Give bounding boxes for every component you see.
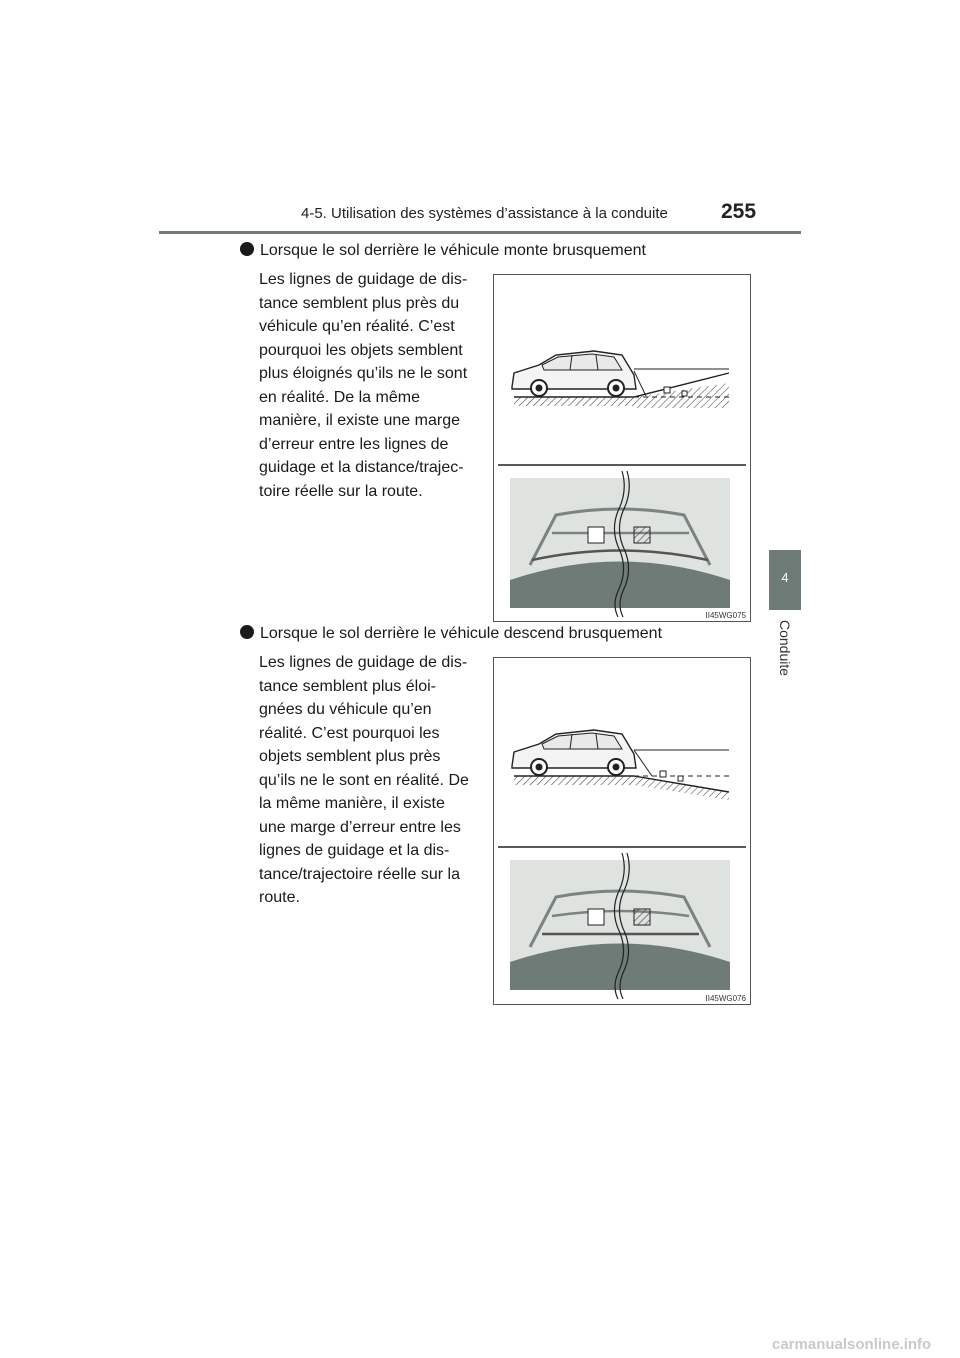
figure-code: II45WG075	[705, 611, 746, 620]
text-line: qu’ils ne le sont en réalité. De	[259, 771, 469, 789]
bullet-uphill-text: Lorsque le sol derrière le véhicule monte brusquement	[260, 242, 646, 259]
text-line: plus éloignés qu’ils ne le sont	[259, 365, 468, 382]
text-line: en réalité. De la même	[259, 388, 420, 406]
text-line: route.	[259, 889, 300, 906]
text-line: véhicule qu’en réalité. C’est	[259, 318, 455, 335]
object-marker	[678, 776, 683, 781]
object-marker	[660, 771, 666, 777]
bullet-icon	[240, 242, 254, 256]
figure-uphill	[493, 274, 751, 622]
text-line: gnées du véhicule qu’en	[259, 701, 432, 718]
figure-downhill-illustration	[494, 658, 750, 1004]
car-icon	[512, 730, 652, 776]
text-line: une marge d’erreur entre les	[259, 818, 461, 836]
bullet-uphill	[240, 242, 646, 260]
paragraph-downhill	[259, 651, 477, 910]
chapter-number: 4	[781, 570, 789, 585]
text-line: pourquoi les objets semblent	[259, 341, 463, 359]
bullet-downhill-text: Lorsque le sol derrière le véhicule descend brusquement	[260, 625, 663, 642]
object-marker	[682, 391, 687, 396]
paragraph-uphill	[259, 268, 477, 503]
figure-downhill	[493, 657, 751, 1005]
object-marker	[664, 387, 670, 393]
text-line: tance semblent plus éloi-	[259, 677, 436, 695]
text-line: tance semblent plus près du	[259, 294, 460, 312]
text-line: toire réelle sur la route.	[259, 482, 423, 500]
car-icon	[512, 351, 646, 396]
text-line: réalité. C’est pourquoi les	[259, 724, 440, 742]
page-number: 255	[721, 200, 757, 223]
text-line: Les lignes de guidage de dis-	[259, 271, 468, 288]
chapter-tab[interactable]	[769, 550, 801, 610]
header-divider	[159, 231, 801, 234]
text-line: la même manière, il existe	[259, 795, 445, 812]
section-header-title: 4-5. Utilisation des systèmes d’assistance à la conduite	[301, 205, 668, 222]
text-line: objets semblent plus près	[259, 748, 441, 765]
text-line: lignes de guidage et la dis-	[259, 842, 450, 859]
text-line: Les lignes de guidage de dis-	[259, 654, 468, 671]
chapter-label: Conduite	[777, 620, 793, 677]
text-line: guidage et la distance/trajec-	[259, 459, 464, 476]
figure-uphill-illustration	[494, 275, 750, 621]
bullet-downhill	[240, 625, 662, 643]
text-line: manière, il existe une marge	[259, 412, 460, 429]
figure-code: II45WG076	[705, 994, 746, 1003]
watermark[interactable]: carmanualsonline.info	[772, 1336, 932, 1353]
text-line: d’erreur entre les lignes de	[259, 435, 449, 453]
bullet-icon	[240, 625, 254, 639]
text-line: tance/trajectoire réelle sur la	[259, 865, 460, 883]
